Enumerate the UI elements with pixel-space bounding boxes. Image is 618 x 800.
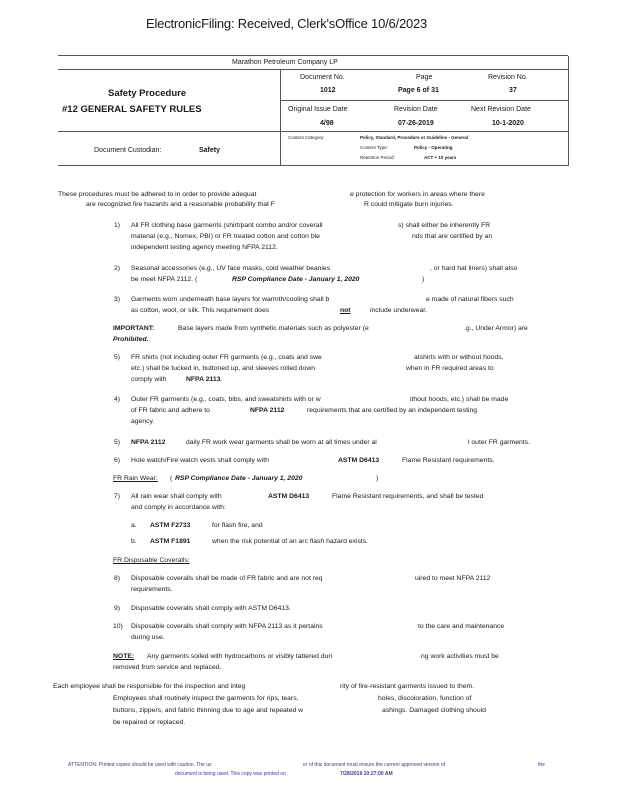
electronic-filing-stamp: ElectronicFiling: Received, Clerk'sOffice 10/6/2023 [146, 16, 428, 31]
list-item: FR shirts (not including outer FR garments (e.g., coats and swe [131, 354, 322, 361]
divider [280, 131, 568, 132]
list-number: 10) [113, 623, 123, 630]
list-item: be meet NFPA 2112. ( [131, 276, 198, 283]
revision-no-label: Revision No. [488, 74, 528, 81]
list-item: independent testing agency meeting NFPA 2112. [131, 244, 278, 251]
important-text: .g., Under Armor) are [464, 325, 528, 332]
original-issue-date: 4/98 [320, 120, 334, 127]
company-name: Marathon Petroleum Company LP [232, 59, 338, 66]
list-item: during use. [131, 634, 165, 641]
list-item: Outer FR garments (e.g., coats, bibs, and sweatshirts with or w [131, 396, 321, 403]
revision-date: 07-26-2019 [398, 120, 434, 127]
list-item: comply with [131, 376, 167, 383]
paragraph: holes, discoloration, function of [378, 695, 472, 702]
procedure-title: Safety Procedure [108, 88, 187, 99]
list-item: for flash fire, and [212, 522, 263, 529]
divider [58, 165, 568, 166]
divider [568, 56, 569, 166]
paragraph: Each employee shall be responsible for the inspection and integ [53, 683, 246, 690]
list-item: Garments worn underneath base layers for warmth/cooling shall b [131, 296, 330, 303]
list-item: of FR fabric and adhere to [131, 407, 210, 414]
paragraph: ashings. Damaged clothing should [382, 707, 486, 714]
standard-ref: ASTM F1891 [150, 538, 191, 545]
intro-line: are recognized fire hazards and a reasonable probability that F [86, 201, 275, 208]
standard-ref: NFPA 2113 [186, 376, 221, 383]
compliance-date: RSP Compliance Date - January 1, 2020 [175, 475, 303, 482]
content-category-label: Content Category: [288, 135, 325, 140]
paragraph: Employees shall routinely inspect the garments for rips, tears, [113, 695, 299, 702]
list-item: Disposable coveralls shall comply with NFPA 2113 as it pertains [131, 623, 323, 630]
intro-line: R could mitigate burn injuries. [364, 201, 454, 208]
custodian-value: Safety [199, 147, 221, 154]
divider [58, 69, 568, 70]
section-label-disposable: FR Disposable Coveralls: [113, 557, 190, 564]
retention-label: Retention Period: [360, 155, 395, 160]
list-item: agency. [131, 418, 155, 425]
list-item: atshirts with or without hoods, [414, 354, 504, 361]
page-value: Page 6 of 31 [398, 87, 439, 94]
next-revision-label: Next Revision Date [471, 106, 531, 113]
list-item: as cotton, wool, or silk. This requirement does [131, 307, 270, 314]
footer-printed: document is being used. This copy was printed on [175, 771, 286, 777]
doc-no-label: Document No. [300, 74, 345, 81]
divider [280, 69, 281, 165]
list-item: l outer FR garments. [468, 439, 530, 446]
list-number: 5) [114, 354, 121, 361]
list-item: ithout hoods, etc.) shall be made [410, 396, 509, 403]
divider [58, 131, 280, 132]
list-item: . [220, 376, 222, 383]
original-issue-label: Original Issue Date [288, 106, 348, 113]
list-item: requirements that are certified by an independent testing [307, 407, 478, 414]
note-text: removed from service and replaced. [113, 664, 222, 671]
list-item: Disposable coveralls shall comply with ASTM D6413. [131, 605, 291, 612]
list-number: 8) [114, 575, 121, 582]
content-category: Policy, Standard, Procedure or Guideline - General [360, 135, 468, 140]
paragraph: rity of fire-resistant garments issued to them. [340, 683, 475, 690]
list-number: 3) [114, 296, 121, 303]
sub-letter: a. [131, 522, 137, 529]
standard-ref: ASTM D6413 [338, 457, 380, 464]
next-revision-date: 10-1-2020 [492, 120, 524, 127]
standard-ref: ASTM F2733 [150, 522, 191, 529]
list-number: 4) [114, 396, 121, 403]
list-item: and comply in accordance with: [131, 504, 226, 511]
paragraph: be repaired or replaced. [113, 719, 186, 726]
list-item: Flame Resistant requirements. [402, 457, 495, 464]
custodian-label: Document Custodian: [94, 147, 162, 154]
list-item: s) shall either be inherently FR [398, 222, 491, 229]
list-number: 1) [114, 222, 121, 229]
list-number: 5) [114, 439, 121, 446]
intro-line: These procedures must be adhered to in order to provide adequat [58, 191, 257, 198]
list-item: All rain wear shall comply with [131, 493, 222, 500]
list-item: Flame Resistant requirements, and shall be tested [332, 493, 484, 500]
divider [280, 100, 568, 101]
intro-line: e protection for workers in areas where there [350, 191, 485, 198]
footer-attention: ATTENTION: Printed copies should be used with caution. The us [68, 762, 212, 768]
list-number: 2) [114, 265, 121, 272]
emphasis-not: not [340, 307, 351, 314]
footer-attention: er of this document must ensure the current approved version of [303, 762, 446, 768]
list-item: All FR clothing base garments (shirt/pant combo and/or coverall [131, 222, 323, 229]
list-item: to the care and maintenance [418, 623, 505, 630]
paragraph: buttons, zippers, and fabric thinning due to age and repeated w [113, 707, 304, 714]
list-item: Disposable coveralls shall be made of FR fabric and are not req [131, 575, 323, 582]
note-text: Any garments soiled with hydrocarbons or visibly tattered duri [147, 653, 333, 660]
page-label: Page [416, 74, 433, 81]
content-type-label: Content Type: [360, 145, 388, 150]
list-item: uired to meet NFPA 2112 [415, 575, 491, 582]
compliance-date: RSP Compliance Date - January 1, 2020 [232, 276, 360, 283]
list-item: requirements. [131, 586, 173, 593]
section-label-rain-wear: FR Rain Wear: [113, 475, 158, 482]
list-item: when the risk potential of an arc flash hazard exists. [212, 538, 369, 545]
important-text: Base layers made from synthetic materials such as polyester (e [178, 325, 369, 332]
list-number: 7) [114, 493, 121, 500]
retention-value: ACT + 10 years [424, 155, 457, 160]
list-item: material (e.g., Nomex, PBI) or FR treated cotton and cotton ble [131, 233, 320, 240]
revision-date-label: Revision Date [394, 106, 438, 113]
list-item: nds that are certified by an [412, 233, 493, 240]
footer-attention: the [538, 762, 545, 768]
list-number: 9) [114, 605, 121, 612]
standard-ref: ASTM D6413 [268, 493, 310, 500]
important-text: Prohibited. [113, 336, 149, 343]
document-header [58, 55, 568, 166]
list-item: Seasonal accessories (e.g., UV face masks, cold weather beanies [131, 265, 331, 272]
list-item: daily FR work wear garments shall be worn at all times under al [186, 439, 377, 446]
list-item: when in FR required areas to [406, 365, 494, 372]
revision-no: 37 [509, 87, 517, 94]
standard-ref: NFPA 2112 [250, 407, 285, 414]
list-item: etc.) shall be tucked in, buttoned up, and sleeves rolled down [131, 365, 316, 372]
procedure-subtitle: #12 GENERAL SAFETY RULES [62, 104, 202, 115]
standard-ref: NFPA 2112 [131, 439, 166, 446]
list-item: e made of natural fibers such [426, 296, 514, 303]
list-item: include underwear. [370, 307, 428, 314]
note-label: NOTE: [113, 653, 135, 660]
important-label: IMPORTANT: [113, 325, 155, 332]
sub-letter: b. [131, 538, 137, 545]
footer-print-date: 7/28/2019 10:27:00 AM [340, 771, 393, 777]
note-text: ng work activities must be [421, 653, 499, 660]
list-item: ) [422, 276, 425, 283]
content-type: Policy - Operating [414, 145, 453, 150]
list-number: 6) [114, 457, 121, 464]
list-item: ( [170, 475, 173, 482]
list-item: , or hard hat liners) shall also [430, 265, 518, 272]
list-item: ) [376, 475, 379, 482]
doc-no: 1012 [320, 87, 336, 94]
list-item: Hole watch/Fire watch vests shall comply with [131, 457, 269, 464]
